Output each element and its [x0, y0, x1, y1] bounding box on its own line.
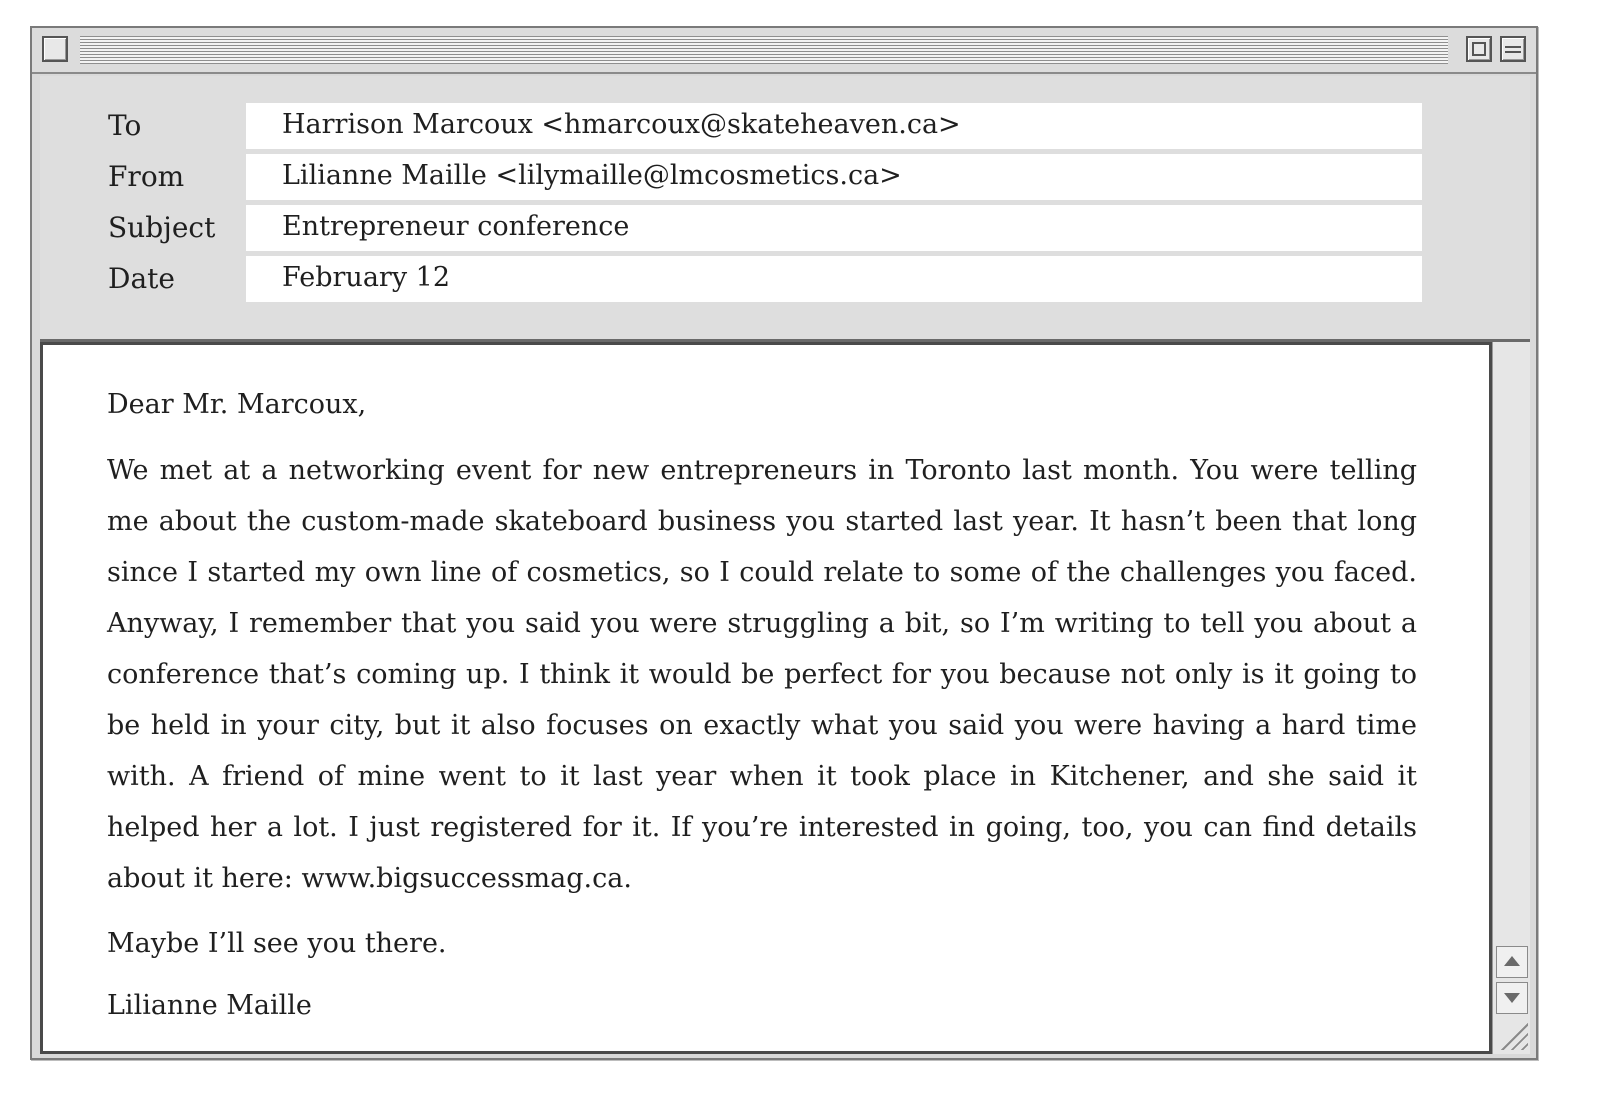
close-box-icon[interactable]: [42, 36, 68, 62]
vertical-scrollbar[interactable]: [1492, 342, 1530, 1054]
from-row: [40, 154, 1530, 200]
scroll-down-arrow-icon[interactable]: [1496, 982, 1528, 1014]
from-label: From: [108, 160, 185, 193]
message-body[interactable]: [40, 342, 1492, 1054]
collapse-box-icon[interactable]: [1500, 36, 1526, 62]
date-field[interactable]: February 12: [246, 256, 1422, 302]
zoom-box-icon[interactable]: [1466, 36, 1492, 62]
title-bar[interactable]: [32, 28, 1536, 74]
email-window: [30, 26, 1538, 1060]
message-text: [107, 383, 1417, 1046]
signature: Lilianne Maille: [107, 990, 312, 1021]
subject-label: Subject: [108, 211, 216, 244]
from-field[interactable]: Lilianne Maille <lilymaille@lmcosmetics.ca>: [246, 154, 1422, 200]
date-row: [40, 256, 1530, 302]
greeting: Dear Mr. Marcoux,: [107, 389, 367, 420]
subject-field[interactable]: Entrepreneur conference: [246, 205, 1422, 251]
to-row: [40, 103, 1530, 149]
subject-row: [40, 205, 1530, 251]
date-label: Date: [108, 262, 175, 295]
title-bar-stripes: [80, 36, 1448, 64]
body-paragraph: We met at a networking event for new entrepreneurs in Toronto last month. You were telling me about the custom-made skateboard business you started last year. It hasn’t been that long since I started my own line of cosmetics, so I could relate to some of the challenges you faced. Anyway, I remember that you said you were struggling a bit, so I’m writing to tell you about a conference that’s coming up. I think it would be perfect for you because not only is it going to be held in your city, but it also focuses on exactly what you said you were having a hard time with. A friend of mine went to it last year when it took place in Kitchener, and she said it helped her a lot. I just registered for it. If you’re interested in going, too, you can find details about it here: www.bigsuccessmag.ca.: [107, 455, 1417, 894]
to-field[interactable]: Harrison Marcoux <hmarcoux@skateheaven.ca>: [246, 103, 1422, 149]
closing: Maybe I’ll see you there.: [107, 928, 447, 959]
email-header: [40, 76, 1530, 342]
scroll-up-arrow-icon[interactable]: [1496, 946, 1528, 978]
to-label: To: [108, 109, 142, 142]
